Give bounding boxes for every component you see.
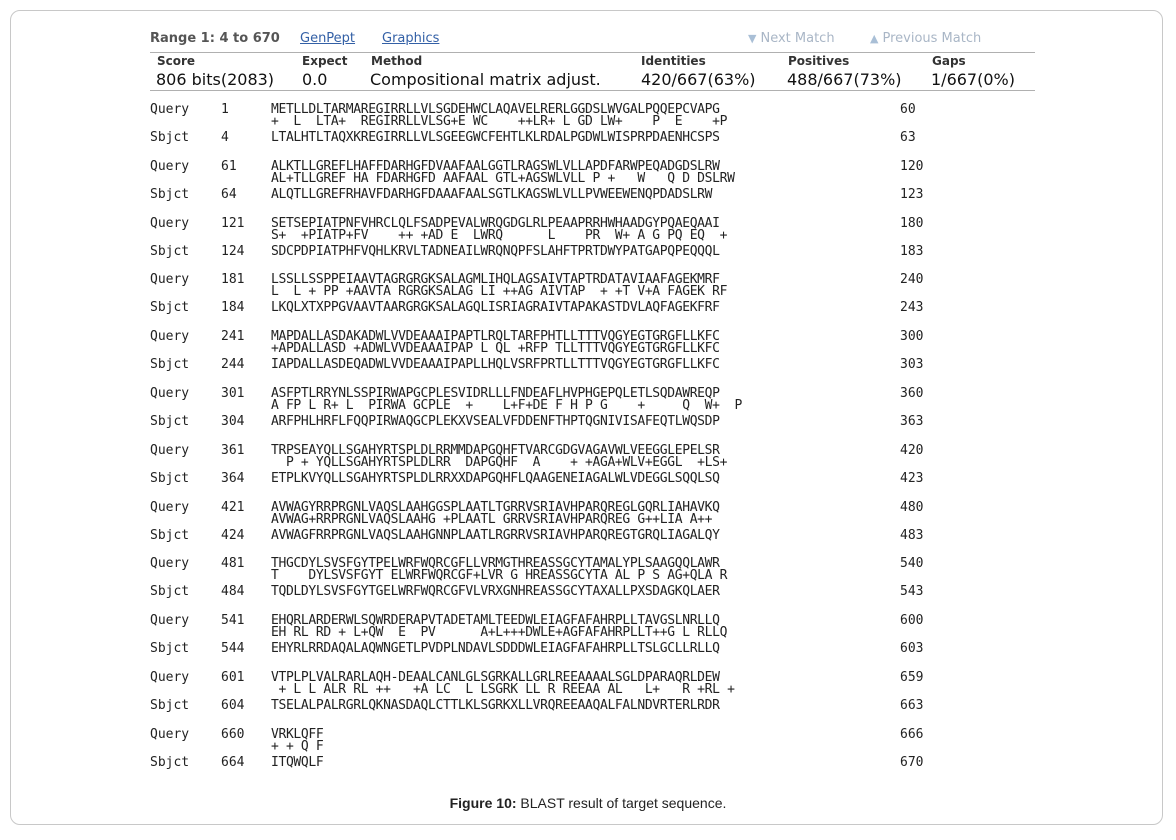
query-sequence: ALKTLLGREFLHAFFDARHGFDVAAFAALGGTLRAGSWLVLLAPDFARWPEQADGDSLRW (271, 159, 720, 174)
query-start: 61 (221, 159, 237, 174)
query-start: 421 (221, 500, 245, 515)
caption-text: BLAST result of target sequence. (516, 795, 727, 811)
query-label: Query (150, 613, 190, 628)
query-end: 360 (900, 386, 924, 401)
query-end: 240 (900, 272, 924, 287)
query-end: 300 (900, 329, 924, 344)
match-sequence: EH RL RD + L+QW E PV A+L+++DWLE+AGFAFAHRPLLT++G L RLLQ (271, 625, 728, 640)
next-match-label: Next Match (760, 31, 835, 46)
subject-sequence: TSELALPALRGRLQKNASDAQLCTTLKLSGRKXLLVRQREEAAQALFALNDVRTERLRDR (271, 698, 720, 713)
subject-label: Sbjct (150, 698, 190, 713)
subject-end: 363 (900, 414, 924, 429)
query-sequence: METLLDLTARMAREGIRRLLVLSGDEHWCLAQAVELRERLGGDSLWVGALPQQEPCVAPG (271, 102, 720, 117)
positives-header: Positives (788, 54, 850, 68)
subject-end: 303 (900, 357, 924, 372)
subject-start: 664 (221, 755, 245, 770)
query-start: 601 (221, 670, 245, 685)
graphics-link[interactable]: Graphics (382, 31, 440, 46)
subject-end: 243 (900, 300, 924, 315)
match-sequence: + L LTA+ REGIRRLLVLSG+E WC ++LR+ L GD LW+ P E +P (271, 114, 728, 129)
query-start: 361 (221, 443, 245, 458)
gaps-value: 1/667(0%) (931, 70, 1015, 89)
subject-start: 484 (221, 584, 245, 599)
subject-label: Sbjct (150, 584, 190, 599)
query-label: Query (150, 670, 190, 685)
query-start: 121 (221, 216, 245, 231)
query-sequence: THGCDYLSVSFGYTPELWRFWQRCGFLLVRMGTHREASSGCYTAMALYPLSAAGQQLAWR (271, 556, 720, 571)
match-sequence: T DYLSVSFGYT ELWRFWQRCGF+LVR G HREASSGCYTA AL P S AG+QLA R (271, 568, 728, 583)
genpept-link[interactable]: GenPept (300, 31, 356, 46)
subject-label: Sbjct (150, 130, 190, 145)
query-start: 1 (221, 102, 229, 117)
match-sequence: +APDALLASD +ADWLVVDEAAAIPAP L QL +RFP TLLTTTVQGYEGTGRGFLLKFC (271, 341, 720, 356)
query-end: 480 (900, 500, 924, 515)
header-rule-top (150, 52, 1035, 53)
subject-label: Sbjct (150, 414, 190, 429)
query-end: 420 (900, 443, 924, 458)
subject-start: 64 (221, 187, 237, 202)
previous-match-label: Previous Match (882, 31, 982, 46)
identities-header: Identities (641, 54, 706, 68)
range-label: Range 1: 4 to 670 (150, 31, 280, 46)
query-end: 180 (900, 216, 924, 231)
query-start: 481 (221, 556, 245, 571)
triangle-up-icon: ▲ (870, 32, 879, 45)
subject-sequence: ITQWQLF (271, 755, 324, 770)
subject-sequence: TQDLDYLSVSFGYTGELWRFWQRCGFVLVRXGNHREASSGCYTAXALLPXSDAGKQLAER (271, 584, 720, 599)
subject-label: Sbjct (150, 357, 190, 372)
match-sequence: P + YQLLSGAHYRTSPLDLRR DAPGQHF A + +AGA+WLV+EGGL +LS+ (271, 455, 728, 470)
match-sequence: AL+TLLGREF HA FDARHGFD AAFAAL GTL+AGSWLVLL P + W Q D DSLRW (271, 171, 735, 186)
query-sequence: LSSLLSSPPEIAAVTAGRGRGKSALAGMLIHQLAGSAIVTAPTRDATAVIAAFAGEKMRF (271, 272, 720, 287)
method-value: Compositional matrix adjust. (370, 70, 601, 89)
query-sequence: SETSEPIATPNFVHRCLQLFSADPEVALWRQGDGLRLPEAAPRRHWHAADGYPQAEQAAI (271, 216, 720, 231)
query-label: Query (150, 556, 190, 571)
query-end: 540 (900, 556, 924, 571)
subject-sequence: EHYRLRRDAQALAQWNGETLPVDPLNDAVLSDDDWLEIAGFAFAHRPLLTSLGCLLRLLQ (271, 641, 720, 656)
subject-end: 483 (900, 528, 924, 543)
query-sequence: MAPDALLASDAKADWLVVDEAAAIPAPTLRQLTARFPHTLLTTTVQGYEGTGRGFLLKFC (271, 329, 720, 344)
query-label: Query (150, 216, 190, 231)
header-rule-bottom (150, 90, 1035, 91)
query-start: 660 (221, 727, 245, 742)
method-header: Method (371, 54, 423, 68)
query-start: 301 (221, 386, 245, 401)
query-label: Query (150, 272, 190, 287)
query-label: Query (150, 102, 190, 117)
subject-end: 123 (900, 187, 924, 202)
subject-start: 304 (221, 414, 245, 429)
query-sequence: EHQRLARDERWLSQWRDERAPVTADETAMLTEEDWLEIAGFAFAHRPLLTAVGSLNRLLQ (271, 613, 720, 628)
subject-start: 4 (221, 130, 229, 145)
match-sequence: AVWAG+RRPRGNLVAQSLAAHG +PLAATL GRRVSRIAVHPARQREG G++LIA A++ (271, 512, 713, 527)
subject-label: Sbjct (150, 187, 190, 202)
range-bar (150, 31, 1035, 49)
score-header: Score (157, 54, 196, 68)
query-sequence: TRPSEAYQLLSGAHYRTSPLDLRRMMDAPGQHFTVARCGDGVAGAVWLVEEGGLEPELSR (271, 443, 720, 458)
query-end: 659 (900, 670, 924, 685)
query-start: 181 (221, 272, 245, 287)
query-label: Query (150, 329, 190, 344)
subject-label: Sbjct (150, 755, 190, 770)
query-sequence: AVWAGYRRPRGNLVAQSLAAHGGSPLAATLTGRRVSRIAVHPARQREGLGQRLIAHAVKQ (271, 500, 720, 515)
subject-start: 364 (221, 471, 245, 486)
subject-sequence: LKQLXTXPPGVAAVTAARGRGKSALAGQLISRIAGRAIVTAPAKASTDVLAQFAGEKFRF (271, 300, 720, 315)
subject-label: Sbjct (150, 641, 190, 656)
subject-sequence: ETPLKVYQLLSGAHYRTSPLDLRRXXDAPGQHFLQAAGENEIAGALWLVDEGGLSQQLSQ (271, 471, 720, 486)
subject-label: Sbjct (150, 300, 190, 315)
positives-value: 488/667(73%) (787, 70, 902, 89)
query-label: Query (150, 500, 190, 515)
query-end: 120 (900, 159, 924, 174)
figure-caption (0, 795, 1176, 811)
match-sequence: L L + PP +AAVTA RGRGKSALAG LI ++AG AIVTAP + +T V+A FAGEK RF (271, 284, 728, 299)
subject-start: 184 (221, 300, 245, 315)
subject-sequence: SDCPDPIATPHFVQHLKRVLTADNEAILWRQNQPFSLAHFTPRTDWYPATGAPQPEQQQL (271, 244, 720, 259)
subject-end: 183 (900, 244, 924, 259)
subject-label: Sbjct (150, 244, 190, 259)
subject-start: 244 (221, 357, 245, 372)
caption-label: Figure 10: (449, 795, 517, 811)
query-start: 241 (221, 329, 245, 344)
query-end: 666 (900, 727, 924, 742)
subject-end: 670 (900, 755, 924, 770)
query-label: Query (150, 386, 190, 401)
expect-header: Expect (302, 54, 348, 68)
query-sequence: VTPLPLVALRARLAQH-DEAALCANLGLSGRKALLGRLREEAAAALSGLDPARAQRLDEW (271, 670, 720, 685)
match-sequence: A FP L R+ L PIRWA GCPLE + L+F+DE F H P G + Q W+ P (271, 398, 743, 413)
subject-sequence: ALQTLLGREFRHAVFDARHGFDAAAFAALSGTLKAGSWLVLLPVWEEWENQPDADSLRW (271, 187, 713, 202)
subject-end: 423 (900, 471, 924, 486)
query-label: Query (150, 159, 190, 174)
query-label: Query (150, 443, 190, 458)
previous-match-link[interactable] (870, 31, 981, 46)
subject-sequence: IAPDALLASDEQADWLVVDEAAAIPAPLLHQLVSRFPRTLLTTTVQGYEGTGRGFLLKFC (271, 357, 720, 372)
query-label: Query (150, 727, 190, 742)
query-sequence: VRKLQFF (271, 727, 324, 742)
subject-sequence: LTALHTLTAQXKREGIRRLLVLSGEEGWCFEHTLKLRDALPGDWLWISPRPDAENHCSPS (271, 130, 720, 145)
query-sequence: ASFPTLRRYNLSSPIRWAPGCPLESVIDRLLLFNDEAFLHVPHGEPQLETLSQDAWREQP (271, 386, 720, 401)
subject-end: 543 (900, 584, 924, 599)
subject-sequence: AVWAGFRRPRGNLVAQSLAAHGNNPLAATLRGRRVSRIAVHPARQREGTGRQLIAGALQY (271, 528, 720, 543)
subject-label: Sbjct (150, 471, 190, 486)
match-sequence: + L L ALR RL ++ +A LC L LSGRK LL R REEAA AL L+ R +RL + (271, 682, 735, 697)
query-end: 600 (900, 613, 924, 628)
subject-end: 63 (900, 130, 916, 145)
subject-start: 604 (221, 698, 245, 713)
subject-end: 663 (900, 698, 924, 713)
subject-end: 603 (900, 641, 924, 656)
triangle-down-icon: ▼ (748, 32, 757, 45)
query-start: 541 (221, 613, 245, 628)
query-end: 60 (900, 102, 916, 117)
match-sequence: S+ +PIATP+FV ++ +AD E LWRQ L PR W+ A G PQ EQ + (271, 228, 728, 243)
match-sequence: + + Q F (271, 739, 324, 754)
next-match-link[interactable] (748, 31, 835, 46)
subject-start: 544 (221, 641, 245, 656)
identities-value: 420/667(63%) (641, 70, 756, 89)
subject-label: Sbjct (150, 528, 190, 543)
gaps-header: Gaps (932, 54, 966, 68)
subject-sequence: ARFPHLHRFLFQQPIRWAQGCPLEKXVSEALVFDDENFTHPTQGNIVISAFEQTLWQSDP (271, 414, 720, 429)
subject-start: 124 (221, 244, 245, 259)
subject-start: 424 (221, 528, 245, 543)
score-value: 806 bits(2083) (156, 70, 275, 89)
expect-value: 0.0 (302, 70, 328, 89)
